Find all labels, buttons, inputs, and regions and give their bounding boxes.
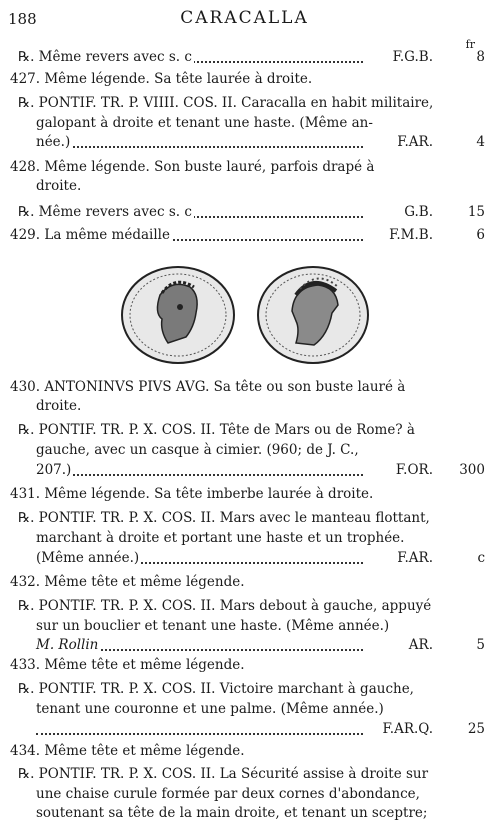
dot-leader <box>36 733 363 735</box>
entry-text: ℞. Même revers avec s. c <box>18 204 192 220</box>
reverse-line: gauche, avec un casque à cimier. (960; de J. C., <box>36 442 359 458</box>
price: 4 <box>476 134 485 150</box>
entry-heading: 428. Même légende. Son buste lauré, parfois drapé à <box>10 159 375 175</box>
price: c <box>477 550 485 566</box>
reverse-line: une chaise curule formée par deux cornes d'abondance, <box>36 786 420 802</box>
price: 6 <box>476 227 485 243</box>
entry-line <box>18 203 433 221</box>
metal-code: F.AR.Q. <box>379 720 433 738</box>
metal-code: F.G.B. <box>389 48 433 66</box>
entry-text: (Même année.) <box>36 550 140 566</box>
price: 5 <box>476 637 485 653</box>
reverse-line: ℞. PONTIF. TR. P. X. COS. II. Mars debout à gauche, appuyé <box>18 598 432 614</box>
price: 8 <box>476 49 485 65</box>
reverse-line: galopant à droite et tenant une haste. (Même an- <box>36 115 373 131</box>
entry-line <box>36 461 433 479</box>
reverse-line: soutenant sa tête de la main droite, et tenant un sceptre; <box>36 805 428 821</box>
dot-leader <box>36 474 363 476</box>
running-title: CARACALLA <box>180 8 309 28</box>
price-column-head: fr <box>465 38 475 51</box>
reverse-line: ℞. PONTIF. TR. P. X. COS. II. Tête de Mars ou de Rome? à <box>18 422 415 438</box>
price: 15 <box>467 204 485 220</box>
entry-line <box>36 549 433 567</box>
entry-text: M. Rollin <box>36 637 99 653</box>
entry-text: 207.) <box>36 462 72 478</box>
reverse-line: ℞. PONTIF. TR. P. X. COS. II. Victoire marchant à gauche, <box>18 681 414 697</box>
reverse-line: marchant à droite et portant une haste et un trophée. <box>36 530 405 546</box>
metal-code: F.AR. <box>393 549 433 567</box>
entry-line <box>18 48 433 66</box>
entry-heading: 427. Même légende. Sa tête laurée à droite. <box>10 71 313 87</box>
dot-leader <box>36 146 363 148</box>
metal-code: AR. <box>405 636 433 654</box>
page-header <box>8 6 481 30</box>
metal-code: G.B. <box>400 203 433 221</box>
entry-heading: droite. <box>36 178 82 194</box>
reverse-line: ℞. PONTIF. TR. P. VIIII. COS. II. Caracalla en habit militaire, <box>18 95 434 111</box>
metal-code: F.AR. <box>393 133 433 151</box>
entry-line <box>36 720 433 738</box>
entry-text: ℞. Même revers avec s. c <box>18 49 192 65</box>
entry-text: née.) <box>36 134 71 150</box>
price: 25 <box>467 721 485 737</box>
entry-text: 429. La même médaille <box>10 227 170 243</box>
metal-code: F.M.B. <box>385 226 433 244</box>
metal-code: F.OR. <box>392 461 433 479</box>
coin-obverse-image <box>120 265 236 365</box>
reverse-line: ℞. PONTIF. TR. P. X. COS. II. Mars avec le manteau flottant, <box>18 510 430 526</box>
entry-line <box>36 133 433 151</box>
reverse-line: ℞. PONTIF. TR. P. X. COS. II. La Sécurité assise à droite sur <box>18 766 429 782</box>
entry-heading: 430. ANTONINVS PIVS AVG. Sa tête ou son buste lauré à <box>10 379 406 395</box>
reverse-line: tenant une couronne et une palme. (Même année.) <box>36 701 384 717</box>
reverse-line: sur un bouclier et tenant une haste. (Même année.) <box>36 618 390 634</box>
coin-reverse-image <box>256 265 370 365</box>
price: 300 <box>459 462 485 478</box>
entry-heading: 431. Même légende. Sa tête imberbe laurée à droite. <box>10 486 374 502</box>
entry-line <box>10 226 433 244</box>
entry-heading: 434. Même tête et même légende. <box>10 743 245 759</box>
page-number: 188 <box>8 10 37 28</box>
entry-heading: 433. Même tête et même légende. <box>10 657 245 673</box>
entry-heading: droite. <box>36 398 82 414</box>
entry-heading: 432. Même tête et même légende. <box>10 574 245 590</box>
entry-line <box>36 636 433 654</box>
